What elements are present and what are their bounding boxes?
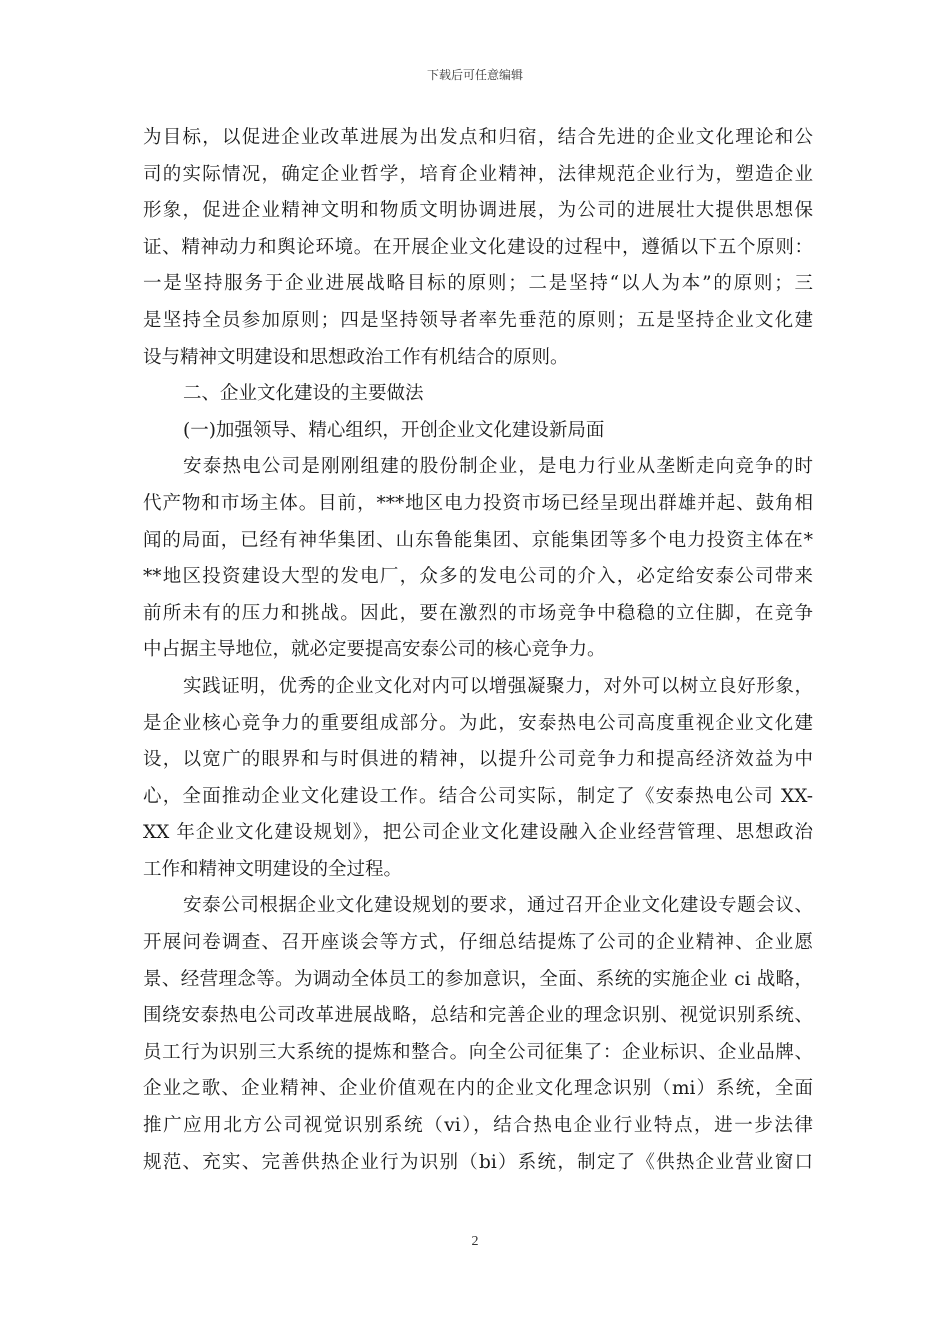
page-number: 2 [471,1234,479,1249]
text-line: 形象，促进企业精神文明和物质文明协调进展，为公司的进展壮大提供思想保 [143,200,813,222]
text-line: **地区投资建设大型的发电厂，众多的发电公司的介入，必定给安泰公司带来 [143,566,813,588]
text-line: 一是坚持服务于企业进展战略目标的原则；二是坚持“以人为本”的原则；三 [143,273,813,295]
text-line: 二、企业文化建设的主要做法 [183,383,424,405]
text-line: 工作和精神文明建设的全过程。 [143,858,403,880]
page-header-note: 下载后可任意编辑 [426,68,523,82]
text-line: 心，全面推动企业文化建设工作。结合公司实际，制定了《安泰热电公司 XX- [143,785,813,807]
text-line: 安泰热电公司是刚刚组建的股份制企业，是电力行业从垄断走向竞争的时 [183,456,813,478]
text-line: 规范、充实、完善供热企业行为识别（bi）系统，制定了《供热企业营业窗口 [143,1151,813,1173]
text-line: 企业之歌、企业精神、企业价值观在内的企业文化理念识别（mi）系统，全面 [143,1078,813,1100]
document-body [143,120,813,1181]
text-line: 围绕安泰热电公司改革进展战略，总结和完善企业的理念识别、视觉识别系统、 [143,1005,813,1027]
text-line: 闻的局面，已经有神华集团、山东鲁能集团、京能集团等多个电力投资主体在* [143,529,813,551]
text-line: 设，以宽广的眼界和与时俱进的精神，以提升公司竞争力和提高经济效益为中 [143,749,813,771]
text-line: 是企业核心竞争力的重要组成部分。为此，安泰热电公司高度重视企业文化建 [143,712,813,734]
text-line: XX 年企业文化建设规划》，把公司企业文化建设融入企业经营管理、思想政治 [143,822,813,844]
text-line: 中占据主导地位，就必定要提高安泰公司的核心竞争力。 [143,639,606,661]
text-line: 推广应用北方公司视觉识别系统（vi），结合热电企业行业特点，进一步法律 [143,1115,813,1137]
text-line: 实践证明，优秀的企业文化对内可以增强凝聚力，对外可以树立良好形象， [183,675,813,697]
text-line: 司的实际情况，确定企业哲学，培育企业精神，法律规范企业行为，塑造企业 [143,163,813,185]
text-line: 为目标，以促进企业改革进展为出发点和归宿，结合先进的企业文化理论和公 [143,127,813,148]
text-line: (一)加强领导、精心组织，开创企业文化建设新局面 [183,419,605,441]
text-line: 前所未有的压力和挑战。因此，要在激烈的市场竞争中稳稳的立住脚，在竞争 [143,602,813,624]
text-line: 代产物和市场主体。目前，***地区电力投资市场已经呈现出群雄并起、鼓角相 [143,492,813,514]
text-line: 证、精神动力和舆论环境。在开展企业文化建设的过程中，遵循以下五个原则： [143,236,813,258]
text-line: 设与精神文明建设和思想政治工作有机结合的原则。 [143,346,569,368]
text-line: 景、经营理念等。为调动全体员工的参加意识，全面、系统的实施企业 ci 战略， [143,968,813,990]
text-line: 是坚持全员参加原则；四是坚持领导者率先垂范的原则；五是坚持企业文化建 [143,309,813,331]
text-line: 开展问卷调查、召开座谈会等方式，仔细总结提炼了公司的企业精神、企业愿 [143,932,813,954]
text-line: 员工行为识别三大系统的提炼和整合。向全公司征集了：企业标识、企业品牌、 [143,1041,813,1063]
text-line: 安泰公司根据企业文化建设规划的要求，通过召开企业文化建设专题会议、 [183,895,813,917]
